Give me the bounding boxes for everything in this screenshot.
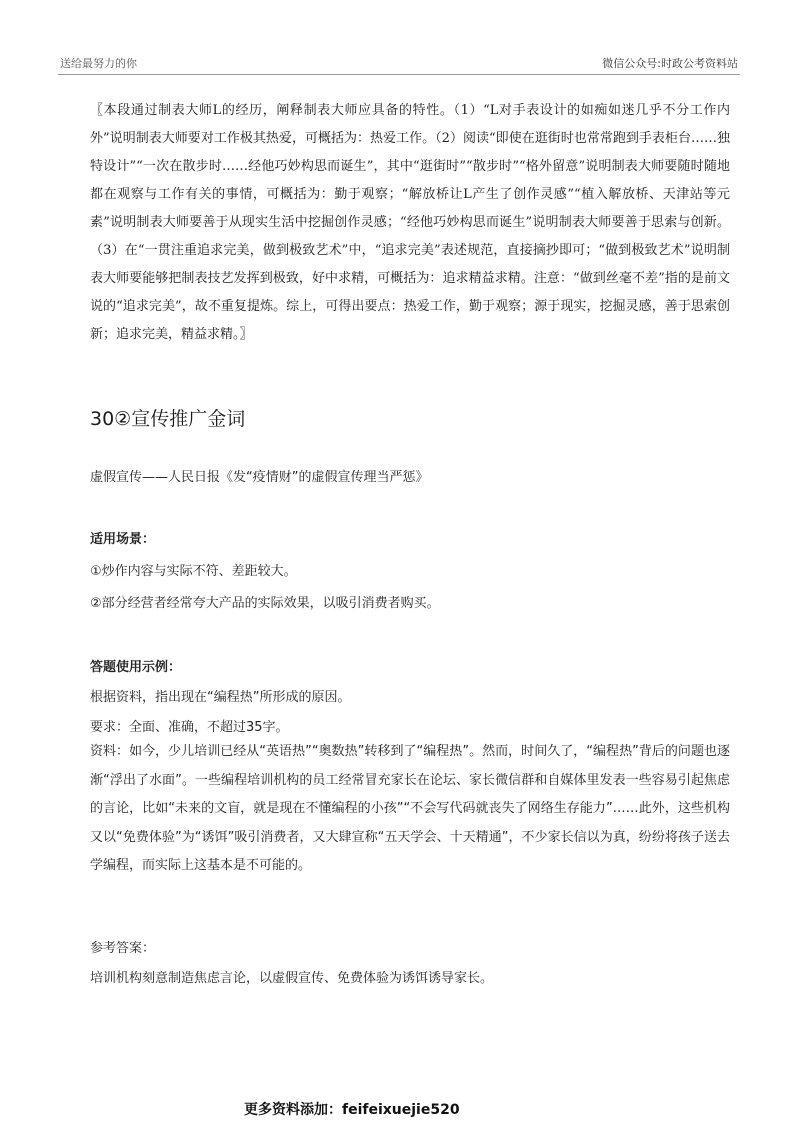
header-divider: [58, 74, 740, 75]
header-left-text: 送给最努力的你: [60, 57, 137, 70]
requirement-text: 要求：全面、准确，不超过35字。: [90, 720, 289, 735]
scene-item-2: ②部分经营者经常夸大产品的实际效果，以吸引消费者购买。: [90, 596, 440, 611]
scenes-heading: 适用场景：: [90, 532, 156, 547]
analysis-paragraph: 〖本段通过制表大师L的经历，阐释制表大师应具备的特性。（1）“L对手表设计的如痴如迷几乎不分工作内外”说明制表大师要对工作极其热爱，可概括为：热爱工作。（2）阅读“即使在逛街时也常常跑到手表柜台……独特设计”“一次在散步时……经他巧妙构思而诞生”，其中“逛街时”“散步时”“格外留意”说明制表大师要随时随地都在观察与工作有关的事情，可概括为：勤于观察；“解放桥让L产生了创作灵感”“植入解放桥、天津站等元素”说明制表大师要善于从现实生活中挖掘创作灵感；“经他巧妙构思而诞生”说明制表大师要善于思索与创新。（3）在“一贯注重追求完美，做到极致艺术”中，“追求完美”表述规范，直接摘抄即可；“做到极致艺术”说明制表大师要能够把制表技艺发挥到极致，好中求精，可概括为：追求精益求精。注意：“做到丝毫不差”指的是前文说的“追求完美”，故不重复提炼。综上，可得出要点：热爱工作，勤于观察；源于现实，挖掘灵感，善于思索创新；追求完美，精益求精。〗: [90, 103, 730, 342]
question-text: 根据资料，指出现在“编程热”所形成的原因。: [90, 690, 351, 705]
footer-contact: 更多资料添加：feifeixuejie520: [244, 1102, 460, 1118]
answer-heading: 参考答案：: [90, 941, 156, 956]
example-heading: 答题使用示例：: [90, 660, 182, 675]
material-paragraph: 资料：如今，少儿培训已经从“英语热”“奥数热”转移到了“编程热”。然而，时间久了，“编程热”背后的问题也逐渐“浮出了水面”。一些编程培训机构的员工经常冒充家长在论坛、家长微信群和自媒体里发表一些容易引起焦虑的言论，比如“未来的文盲，就是现在不懂编程的小孩”“不会写代码就丧失了网络生存能力”……此外，这些机构又以“免费体验”为“诱饵”吸引消费者，又大肆宣称“五天学会、十天精通”，不少家长信以为真，纷纷将孩子送去学编程，而实际上这基本是不可能的。: [90, 744, 730, 873]
section-subtitle: 虚假宣传——人民日报《发“疫情财”的虚假宣传理当严惩》: [90, 470, 429, 485]
scene-item-1: ①炒作内容与实际不符、差距较大。: [90, 564, 297, 579]
answer-text: 培训机构刻意制造焦虑言论，以虚假宣传、免费体验为诱饵诱导家长。: [90, 971, 494, 986]
header-right-text: 微信公众号:时政公考资料站: [602, 57, 738, 70]
section-title: 30②宣传推广金词: [90, 408, 246, 430]
